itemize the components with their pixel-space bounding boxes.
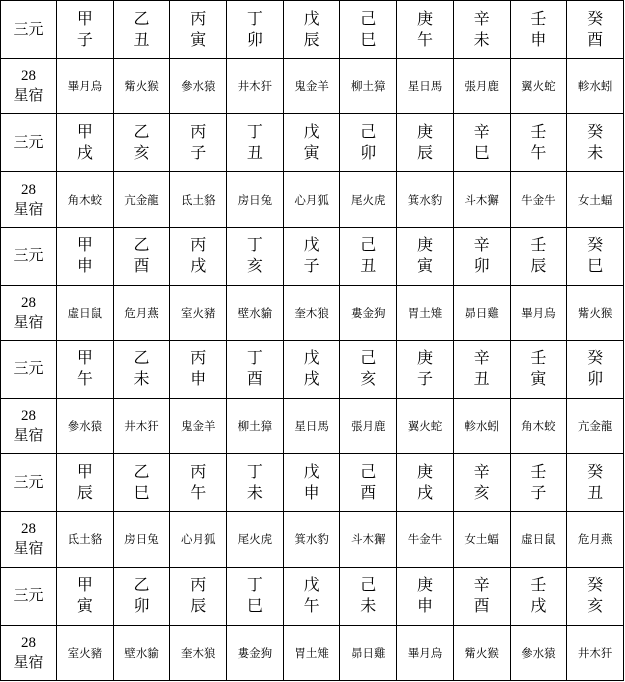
xiusu-cell: 畢月烏 xyxy=(510,285,567,340)
xiusu-cell: 柳土獐 xyxy=(340,59,397,114)
heavenly-stem: 己 xyxy=(360,577,377,595)
ganzhi-cell xyxy=(567,340,624,398)
earthly-branch: 子 xyxy=(416,371,433,389)
ganzhi-cell xyxy=(57,1,114,59)
earthly-branch: 酉 xyxy=(246,371,263,389)
xiusu-row xyxy=(1,59,624,114)
earthly-branch: 卯 xyxy=(133,598,150,616)
heavenly-stem: 壬 xyxy=(530,237,547,255)
ganzhi-cell xyxy=(340,227,397,285)
ganzhi-cell xyxy=(340,1,397,59)
earthly-branch: 丑 xyxy=(133,31,150,49)
row-label-xiusu xyxy=(1,285,57,340)
ganzhi-cell xyxy=(567,567,624,625)
earthly-branch: 子 xyxy=(190,144,207,162)
heavenly-stem: 辛 xyxy=(473,237,490,255)
heavenly-stem: 乙 xyxy=(133,237,150,255)
earthly-branch: 卯 xyxy=(587,371,604,389)
ganzhi-cell xyxy=(227,340,284,398)
heavenly-stem: 戊 xyxy=(303,463,320,481)
ganzhi-cell xyxy=(113,454,170,512)
ganzhi-cell xyxy=(510,340,567,398)
xiusu-cell: 危月燕 xyxy=(113,285,170,340)
heavenly-stem: 癸 xyxy=(587,123,604,141)
heavenly-stem: 丙 xyxy=(190,123,207,141)
ganzhi-row xyxy=(1,454,624,512)
heavenly-stem: 戊 xyxy=(303,10,320,28)
xiusu-cell: 奎木狼 xyxy=(283,285,340,340)
label-number: 28 xyxy=(21,634,36,651)
ganzhi-cell xyxy=(170,1,227,59)
heavenly-stem: 甲 xyxy=(76,237,93,255)
earthly-branch: 午 xyxy=(416,31,433,49)
ganzhi-cell xyxy=(340,340,397,398)
xiusu-cell: 箕水豹 xyxy=(397,172,454,227)
heavenly-stem: 己 xyxy=(360,350,377,368)
label-number: 28 xyxy=(21,68,36,85)
label-text: 星宿 xyxy=(13,201,44,218)
xiusu-cell: 心月狐 xyxy=(283,172,340,227)
earthly-branch: 巳 xyxy=(133,484,150,502)
label-text: 星宿 xyxy=(13,654,44,671)
heavenly-stem: 庚 xyxy=(416,237,433,255)
ganzhi-cell xyxy=(170,227,227,285)
earthly-branch: 酉 xyxy=(360,484,377,502)
xiusu-cell: 尾火虎 xyxy=(227,512,284,567)
ganzhi-cell xyxy=(397,227,454,285)
earthly-branch: 午 xyxy=(530,144,547,162)
heavenly-stem: 乙 xyxy=(133,463,150,481)
heavenly-stem: 戊 xyxy=(303,237,320,255)
xiusu-cell: 鬼金羊 xyxy=(170,399,227,454)
ganzhi-cell xyxy=(170,340,227,398)
heavenly-stem: 甲 xyxy=(76,350,93,368)
xiusu-cell: 參水猿 xyxy=(510,625,567,680)
xiusu-cell: 婁金狗 xyxy=(227,625,284,680)
ganzhi-cell xyxy=(170,114,227,172)
row-label-xiusu xyxy=(1,512,57,567)
xiusu-cell: 翼火蛇 xyxy=(397,399,454,454)
ganzhi-cell xyxy=(453,1,510,59)
row-label-sanyuan: 三元 xyxy=(1,567,57,625)
earthly-branch: 亥 xyxy=(360,371,377,389)
heavenly-stem: 辛 xyxy=(473,10,490,28)
earthly-branch: 未 xyxy=(360,598,377,616)
earthly-branch: 丑 xyxy=(587,484,604,502)
row-label-sanyuan: 三元 xyxy=(1,454,57,512)
ganzhi-cell xyxy=(227,227,284,285)
ganzhi-cell xyxy=(113,340,170,398)
heavenly-stem: 甲 xyxy=(76,10,93,28)
heavenly-stem: 癸 xyxy=(587,577,604,595)
earthly-branch: 辰 xyxy=(190,598,207,616)
xiusu-cell: 牛金牛 xyxy=(397,512,454,567)
xiusu-row xyxy=(1,512,624,567)
xiusu-cell: 井木犴 xyxy=(113,399,170,454)
earthly-branch: 巳 xyxy=(246,598,263,616)
heavenly-stem: 癸 xyxy=(587,350,604,368)
xiusu-cell: 心月狐 xyxy=(170,512,227,567)
ganzhi-cell xyxy=(170,567,227,625)
xiusu-cell: 房日兔 xyxy=(227,172,284,227)
xiusu-row xyxy=(1,172,624,227)
ganzhi-cell xyxy=(340,454,397,512)
xiusu-cell: 張月鹿 xyxy=(340,399,397,454)
label-number: 28 xyxy=(21,294,36,311)
ganzhi-cell xyxy=(453,340,510,398)
heavenly-stem: 辛 xyxy=(473,577,490,595)
earthly-branch: 子 xyxy=(76,31,93,49)
ganzhi-cell xyxy=(57,454,114,512)
row-label-sanyuan: 三元 xyxy=(1,1,57,59)
ganzhi-row xyxy=(1,114,624,172)
xiusu-cell: 畢月烏 xyxy=(397,625,454,680)
ganzhi-cell xyxy=(567,1,624,59)
earthly-branch: 巳 xyxy=(360,31,377,49)
heavenly-stem: 甲 xyxy=(76,463,93,481)
xiusu-cell: 角木蛟 xyxy=(57,172,114,227)
row-label-xiusu xyxy=(1,625,57,680)
earthly-branch: 亥 xyxy=(133,144,150,162)
ganzhi-cell xyxy=(510,567,567,625)
xiusu-cell: 井木犴 xyxy=(567,625,624,680)
earthly-branch: 卯 xyxy=(473,258,490,276)
earthly-branch: 丑 xyxy=(473,371,490,389)
xiusu-row xyxy=(1,285,624,340)
ganzhi-cell xyxy=(283,227,340,285)
earthly-branch: 寅 xyxy=(76,598,93,616)
heavenly-stem: 戊 xyxy=(303,350,320,368)
row-label-xiusu xyxy=(1,172,57,227)
xiusu-cell: 昴日雞 xyxy=(453,285,510,340)
earthly-branch: 未 xyxy=(133,371,150,389)
ganzhi-cell xyxy=(283,567,340,625)
ganzhi-cell xyxy=(510,227,567,285)
earthly-branch: 丑 xyxy=(246,144,263,162)
ganzhi-cell xyxy=(340,114,397,172)
heavenly-stem: 壬 xyxy=(530,10,547,28)
earthly-branch: 子 xyxy=(530,484,547,502)
ganzhi-cell xyxy=(283,454,340,512)
row-label-xiusu xyxy=(1,59,57,114)
earthly-branch: 午 xyxy=(190,484,207,502)
ganzhi-cell xyxy=(113,227,170,285)
earthly-branch: 巳 xyxy=(587,258,604,276)
ganzhi-cell xyxy=(113,567,170,625)
ganzhi-cell xyxy=(453,114,510,172)
heavenly-stem: 丙 xyxy=(190,10,207,28)
heavenly-stem: 丙 xyxy=(190,577,207,595)
heavenly-stem: 庚 xyxy=(416,463,433,481)
ganzhi-cell xyxy=(57,227,114,285)
xiusu-cell: 斗木獬 xyxy=(340,512,397,567)
xiusu-cell: 氐土貉 xyxy=(57,512,114,567)
earthly-branch: 申 xyxy=(530,31,547,49)
heavenly-stem: 己 xyxy=(360,463,377,481)
xiusu-cell: 女土蝠 xyxy=(567,172,624,227)
earthly-branch: 未 xyxy=(473,31,490,49)
ganzhi-cell xyxy=(283,1,340,59)
xiusu-cell: 壁水貐 xyxy=(113,625,170,680)
xiusu-cell: 參水猿 xyxy=(57,399,114,454)
xiusu-cell: 軫水蚓 xyxy=(453,399,510,454)
heavenly-stem: 癸 xyxy=(587,463,604,481)
heavenly-stem: 己 xyxy=(360,10,377,28)
label-number: 28 xyxy=(21,408,36,425)
ganzhi-cell xyxy=(397,340,454,398)
ganzhi-cell xyxy=(510,1,567,59)
heavenly-stem: 辛 xyxy=(473,123,490,141)
heavenly-stem: 壬 xyxy=(530,463,547,481)
heavenly-stem: 辛 xyxy=(473,350,490,368)
label-text: 星宿 xyxy=(13,541,44,558)
row-label-xiusu xyxy=(1,399,57,454)
ganzhi-cell xyxy=(397,567,454,625)
ganzhi-cell xyxy=(227,454,284,512)
heavenly-stem: 乙 xyxy=(133,123,150,141)
earthly-branch: 戌 xyxy=(530,598,547,616)
heavenly-stem: 戊 xyxy=(303,577,320,595)
xiusu-cell: 奎木狼 xyxy=(170,625,227,680)
xiusu-cell: 翼火蛇 xyxy=(510,59,567,114)
xiusu-cell: 星日馬 xyxy=(397,59,454,114)
ganzhi-cell xyxy=(397,1,454,59)
earthly-branch: 亥 xyxy=(473,484,490,502)
xiusu-cell: 亢金龍 xyxy=(567,399,624,454)
ganzhi-cell xyxy=(283,114,340,172)
heavenly-stem: 丁 xyxy=(246,123,263,141)
xiusu-cell: 婁金狗 xyxy=(340,285,397,340)
earthly-branch: 巳 xyxy=(473,144,490,162)
xiusu-cell: 室火豬 xyxy=(57,625,114,680)
heavenly-stem: 庚 xyxy=(416,577,433,595)
ganzhi-cell xyxy=(113,1,170,59)
heavenly-stem: 癸 xyxy=(587,10,604,28)
xiusu-cell: 虛日鼠 xyxy=(57,285,114,340)
ganzhi-row xyxy=(1,1,624,59)
xiusu-cell: 斗木獬 xyxy=(453,172,510,227)
heavenly-stem: 甲 xyxy=(76,123,93,141)
xiusu-cell: 亢金龍 xyxy=(113,172,170,227)
earthly-branch: 寅 xyxy=(530,371,547,389)
earthly-branch: 丑 xyxy=(360,258,377,276)
ganzhi-cell xyxy=(510,114,567,172)
earthly-branch: 申 xyxy=(190,371,207,389)
heavenly-stem: 乙 xyxy=(133,10,150,28)
earthly-branch: 申 xyxy=(416,598,433,616)
ganzhi-cell xyxy=(340,567,397,625)
heavenly-stem: 丁 xyxy=(246,10,263,28)
ganzhi-cell xyxy=(453,227,510,285)
xiusu-cell: 畢月烏 xyxy=(57,59,114,114)
row-label-sanyuan: 三元 xyxy=(1,340,57,398)
xiusu-cell: 胃土雉 xyxy=(283,625,340,680)
ganzhi-cell xyxy=(57,567,114,625)
heavenly-stem: 丁 xyxy=(246,577,263,595)
earthly-branch: 寅 xyxy=(190,31,207,49)
xiusu-cell: 張月鹿 xyxy=(453,59,510,114)
ganzhi-row xyxy=(1,227,624,285)
earthly-branch: 亥 xyxy=(587,598,604,616)
label-number: 28 xyxy=(21,521,36,538)
earthly-branch: 辰 xyxy=(416,144,433,162)
ganzhi-row xyxy=(1,340,624,398)
heavenly-stem: 庚 xyxy=(416,10,433,28)
heavenly-stem: 壬 xyxy=(530,123,547,141)
xiusu-cell: 柳土獐 xyxy=(227,399,284,454)
ganzhi-cell xyxy=(397,454,454,512)
xiusu-cell: 井木犴 xyxy=(227,59,284,114)
heavenly-stem: 庚 xyxy=(416,350,433,368)
ganzhi-cell xyxy=(227,114,284,172)
heavenly-stem: 辛 xyxy=(473,463,490,481)
row-label-sanyuan: 三元 xyxy=(1,227,57,285)
xiusu-cell: 虛日鼠 xyxy=(510,512,567,567)
xiusu-row xyxy=(1,399,624,454)
earthly-branch: 子 xyxy=(303,258,320,276)
label-number: 28 xyxy=(21,181,36,198)
table-body xyxy=(1,1,624,681)
label-text: 星宿 xyxy=(13,88,44,105)
xiusu-cell: 昴日雞 xyxy=(340,625,397,680)
xiusu-cell: 箕水豹 xyxy=(283,512,340,567)
earthly-branch: 酉 xyxy=(133,258,150,276)
earthly-branch: 申 xyxy=(303,484,320,502)
earthly-branch: 午 xyxy=(76,371,93,389)
earthly-branch: 戌 xyxy=(76,144,93,162)
heavenly-stem: 戊 xyxy=(303,123,320,141)
heavenly-stem: 己 xyxy=(360,123,377,141)
ganzhi-cell xyxy=(57,114,114,172)
earthly-branch: 酉 xyxy=(473,598,490,616)
xiusu-cell: 星日馬 xyxy=(283,399,340,454)
row-label-sanyuan: 三元 xyxy=(1,114,57,172)
ganzhi-cell xyxy=(170,454,227,512)
heavenly-stem: 丙 xyxy=(190,237,207,255)
ganzhi-cell xyxy=(57,340,114,398)
earthly-branch: 寅 xyxy=(303,144,320,162)
ganzhi-row xyxy=(1,567,624,625)
earthly-branch: 戌 xyxy=(416,484,433,502)
earthly-branch: 辰 xyxy=(76,484,93,502)
label-text: 星宿 xyxy=(13,428,44,445)
earthly-branch: 卯 xyxy=(246,31,263,49)
ganzhi-cell xyxy=(227,1,284,59)
earthly-branch: 寅 xyxy=(416,258,433,276)
xiusu-cell: 壁水貐 xyxy=(227,285,284,340)
xiusu-cell: 女土蝠 xyxy=(453,512,510,567)
earthly-branch: 申 xyxy=(76,258,93,276)
ganzhi-cell xyxy=(397,114,454,172)
xiusu-cell: 軫水蚓 xyxy=(567,59,624,114)
xiusu-cell: 室火豬 xyxy=(170,285,227,340)
label-text: 星宿 xyxy=(13,314,44,331)
ganzhi-cell xyxy=(567,227,624,285)
heavenly-stem: 甲 xyxy=(76,577,93,595)
heavenly-stem: 丁 xyxy=(246,463,263,481)
earthly-branch: 戌 xyxy=(190,258,207,276)
heavenly-stem: 丙 xyxy=(190,350,207,368)
earthly-branch: 辰 xyxy=(303,31,320,49)
earthly-branch: 未 xyxy=(246,484,263,502)
xiusu-cell: 房日兔 xyxy=(113,512,170,567)
xiusu-cell: 胃土雉 xyxy=(397,285,454,340)
earthly-branch: 亥 xyxy=(246,258,263,276)
earthly-branch: 辰 xyxy=(530,258,547,276)
ganzhi-cell xyxy=(567,114,624,172)
xiusu-cell: 觜火猴 xyxy=(113,59,170,114)
ganzhi-cell xyxy=(567,454,624,512)
xiusu-cell: 觜火猴 xyxy=(453,625,510,680)
xiusu-cell: 鬼金羊 xyxy=(283,59,340,114)
xiusu-cell: 氐土貉 xyxy=(170,172,227,227)
earthly-branch: 卯 xyxy=(360,144,377,162)
xiusu-cell: 牛金牛 xyxy=(510,172,567,227)
ganzhi-cell xyxy=(283,340,340,398)
xiusu-cell: 觜火猴 xyxy=(567,285,624,340)
xiusu-cell: 角木蛟 xyxy=(510,399,567,454)
heavenly-stem: 己 xyxy=(360,237,377,255)
ganzhi-cell xyxy=(227,567,284,625)
xiusu-cell: 參水猿 xyxy=(170,59,227,114)
ganzhi-cell xyxy=(453,567,510,625)
heavenly-stem: 乙 xyxy=(133,577,150,595)
ganzhi-cell xyxy=(510,454,567,512)
heavenly-stem: 丙 xyxy=(190,463,207,481)
earthly-branch: 未 xyxy=(587,144,604,162)
earthly-branch: 午 xyxy=(303,598,320,616)
heavenly-stem: 癸 xyxy=(587,237,604,255)
heavenly-stem: 壬 xyxy=(530,577,547,595)
ganzhi-cell xyxy=(113,114,170,172)
xiusu-cell: 危月燕 xyxy=(567,512,624,567)
heavenly-stem: 庚 xyxy=(416,123,433,141)
xiusu-cell: 尾火虎 xyxy=(340,172,397,227)
heavenly-stem: 丁 xyxy=(246,350,263,368)
ganzhi-cell xyxy=(453,454,510,512)
xiusu-row xyxy=(1,625,624,680)
heavenly-stem: 乙 xyxy=(133,350,150,368)
heavenly-stem: 壬 xyxy=(530,350,547,368)
earthly-branch: 酉 xyxy=(587,31,604,49)
earthly-branch: 戌 xyxy=(303,371,320,389)
heavenly-stem: 丁 xyxy=(246,237,263,255)
